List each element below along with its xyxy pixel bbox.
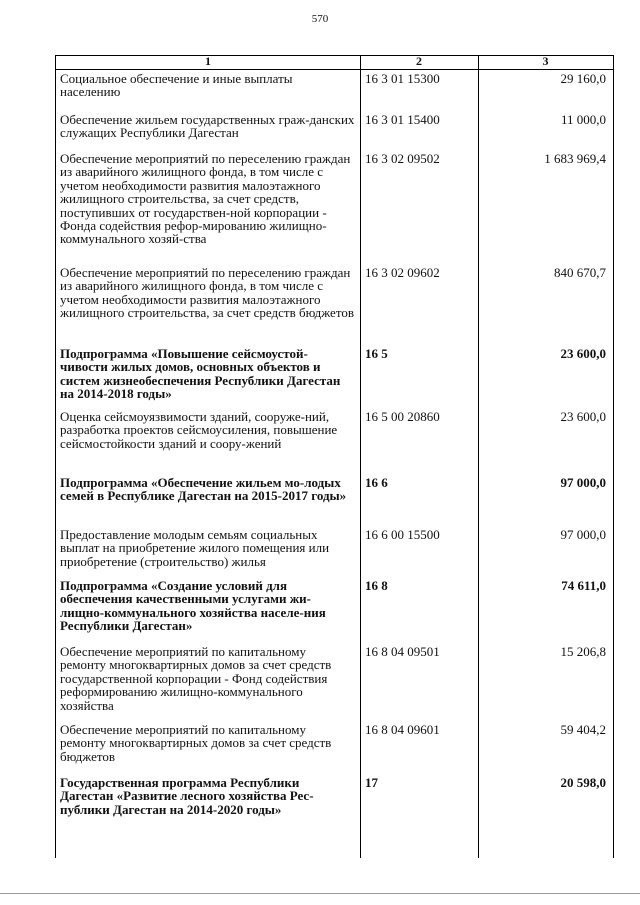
amount: 97 000,0 [560,475,606,490]
column-divider [478,56,479,858]
budget-code: 16 6 00 15500 [365,527,440,542]
budget-code: 16 3 02 09602 [365,265,440,280]
amount: 74 611,0 [561,578,606,593]
budget-code: 16 8 04 09601 [365,722,440,737]
item-name: Подпрограмма «Создание условий для обеспечения качественными услугами жи-лищно-коммунального хозяйства населе-ния Республики Дагестан» [60,578,326,634]
budget-code: 16 8 [365,578,388,593]
column-divider [360,56,361,858]
amount: 20 598,0 [560,775,606,790]
budget-code: 16 3 02 09502 [365,151,440,166]
amount: 1 683 969,4 [544,151,606,166]
budget-code: 16 6 [365,475,388,490]
budget-code: 16 3 01 15300 [365,71,440,86]
amount: 15 206,8 [560,644,606,659]
item-name: Предоставление молодым семьям социальных выплат на приобретение жилого помещения или приобретение (строительство) жилья [60,527,330,569]
budget-code: 16 5 00 20860 [365,409,440,424]
budget-code: 16 3 01 15400 [365,112,440,127]
item-name: Обеспечение мероприятий по капитальному ремонту многоквартирных домов за счет средств государственной корпорации - Фонд содействия реформированию жилищно-коммунального хозяйства [60,644,332,713]
budget-code: 16 8 04 09501 [365,644,440,659]
budget-code: 17 [365,775,378,790]
column-header-1: 1 [205,54,211,68]
amount: 23 600,0 [560,346,606,361]
amount: 11 000,0 [560,112,606,127]
budget-table [55,55,614,858]
amount: 97 000,0 [560,527,606,542]
item-name: Обеспечение жильем государственных граж-данских служащих Республики Дагестан [60,112,355,141]
amount: 29 160,0 [560,71,606,86]
column-header-2: 2 [416,54,422,68]
item-name: Обеспечение мероприятий по капитальному ремонту многоквартирных домов за счет средств бюджетов [60,722,332,764]
item-name: Социальное обеспечение и иные выплаты населению [60,71,293,100]
header-divider [56,69,613,70]
budget-code: 16 5 [365,346,388,361]
amount: 23 600,0 [560,409,606,424]
column-header-3: 3 [542,54,549,68]
item-name: Государственная программа Республики Дагестан «Развитие лесного хозяйства Рес-публики Дагестан на 2014-2020 годы» [60,775,314,817]
amount: 59 404,2 [560,722,606,737]
page-number: 570 [311,13,329,25]
item-name: Обеспечение мероприятий по переселению граждан из аварийного жилищного фонда, в том числе с учетом необходимости развития малоэтажного жилищного строительства, за счет средств, поступивших от государствен-ной корпорации - Фонда содействия рефор-мированию жилищно-коммунального хозяй-ства [60,151,351,247]
amount: 840 670,7 [554,265,606,280]
item-name: Подпрограмма «Повышение сейсмоустой-чивости жилых домов, основных объектов и систем жизнеобеспечения Республики Дагестан на 2014-2018 годы» [60,346,341,402]
scan-edge-line [0,893,640,894]
item-name: Оценка сейсмоуязвимости зданий, сооруже-ний, разработка проектов сейсмоусиления, повышение сейсмостойкости зданий и соору-жений [60,409,338,451]
item-name: Подпрограмма «Обеспечение жильем мо-лодых семей в Республике Дагестан на 2015-2017 годы» [60,475,347,504]
item-name: Обеспечение мероприятий по переселению граждан из аварийного жилищного фонда, в том числе с учетом необходимости развития малоэтажного жилищного строительства, за счет средств бюджетов [60,265,354,321]
